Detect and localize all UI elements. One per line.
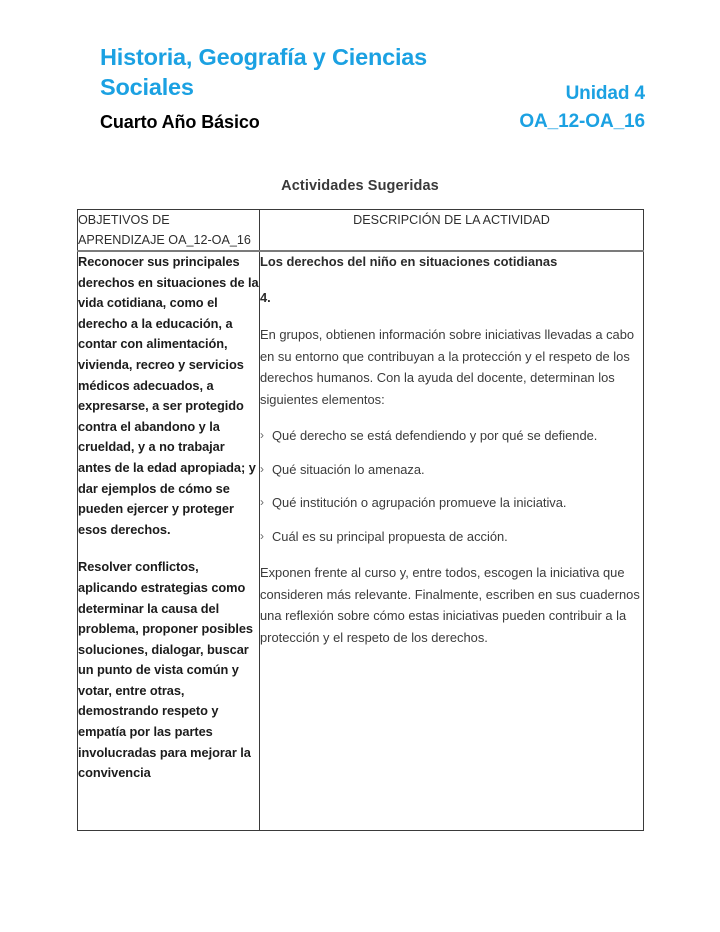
list-item-label: Qué derecho se está defendiendo y por qué se defiende. [272, 428, 598, 443]
chevron-right-icon: › [260, 428, 264, 442]
list-item-label: Cuál es su principal propuesta de acción. [272, 528, 508, 544]
objective-paragraph: Resolver conflictos, aplicando estrategias como determinar la causa del problema, proponer posibles soluciones, dialogar, buscar un punto de vista común y votar, entre otras, demostrando respeto y empatía por las partes involucradas para mejorar la convivencia [78, 559, 253, 781]
activity-cell [260, 251, 644, 831]
activity-heading: Los derechos del niño en situaciones cotidianas [260, 254, 558, 269]
activity-closing-paragraph: Exponen frente al curso y, entre todos, escogen la iniciativa que consideren más relevante. Finalmente, escriben en sus cuadernos una reflexión sobre cómo estas iniciativas pueden contribuir a la protección y el respeto de los derechos. [260, 565, 640, 645]
grade-label: Cuarto Año Básico [100, 112, 260, 132]
subject-title: Historia, Geografía y Ciencias Sociales [100, 44, 428, 100]
chevron-right-icon: › [260, 461, 264, 476]
chevron-right-icon: › [260, 528, 264, 543]
activity-bullet-list [260, 425, 643, 547]
unit-label: Unidad 4 [565, 83, 645, 104]
oa-range-label: OA_12-OA_16 [519, 111, 645, 132]
list-item-label: Qué situación lo amenaza. [272, 461, 425, 477]
list-item [260, 526, 643, 548]
activity-intro-paragraph: En grupos, obtienen información sobre iniciativas llevadas a cabo en su entorno que contribuyan a la protección y el respeto de los derechos humanos. Con la ayuda del docente, determinan los siguientes elementos: [260, 327, 635, 407]
objectives-cell [78, 251, 260, 831]
list-item [260, 459, 643, 481]
document-header [100, 42, 645, 147]
list-item [260, 492, 643, 514]
header-top-row [100, 42, 645, 132]
list-item-label: Qué institución o agrupación promueve la iniciativa. [272, 495, 567, 510]
section-title: Actividades Sugeridas [281, 178, 439, 194]
column-header-objectives: OBJETIVOS DE APRENDIZAJE OA_12-OA_16 [78, 210, 260, 252]
list-item [260, 425, 643, 447]
activities-table [77, 209, 644, 831]
table-header-row [78, 210, 644, 252]
column-header-description: DESCRIPCIÓN DE LA ACTIVIDAD [260, 210, 644, 252]
table-row [78, 251, 644, 831]
objective-paragraph: Reconocer sus principales derechos en situaciones de la vida cotidiana, como el derecho a la educación, a contar con alimentación, vivienda, recreo y servicios médicos adecuados, a expresarse, a ser protegido contra el abandono y la crueldad, y a no trabajar antes de la edad apropiada; y dar ejemplos de cómo se pueden ejercer y proteger esos derechos. [78, 254, 259, 537]
chevron-right-icon: › [260, 495, 264, 509]
activity-number: 4. [260, 290, 271, 305]
